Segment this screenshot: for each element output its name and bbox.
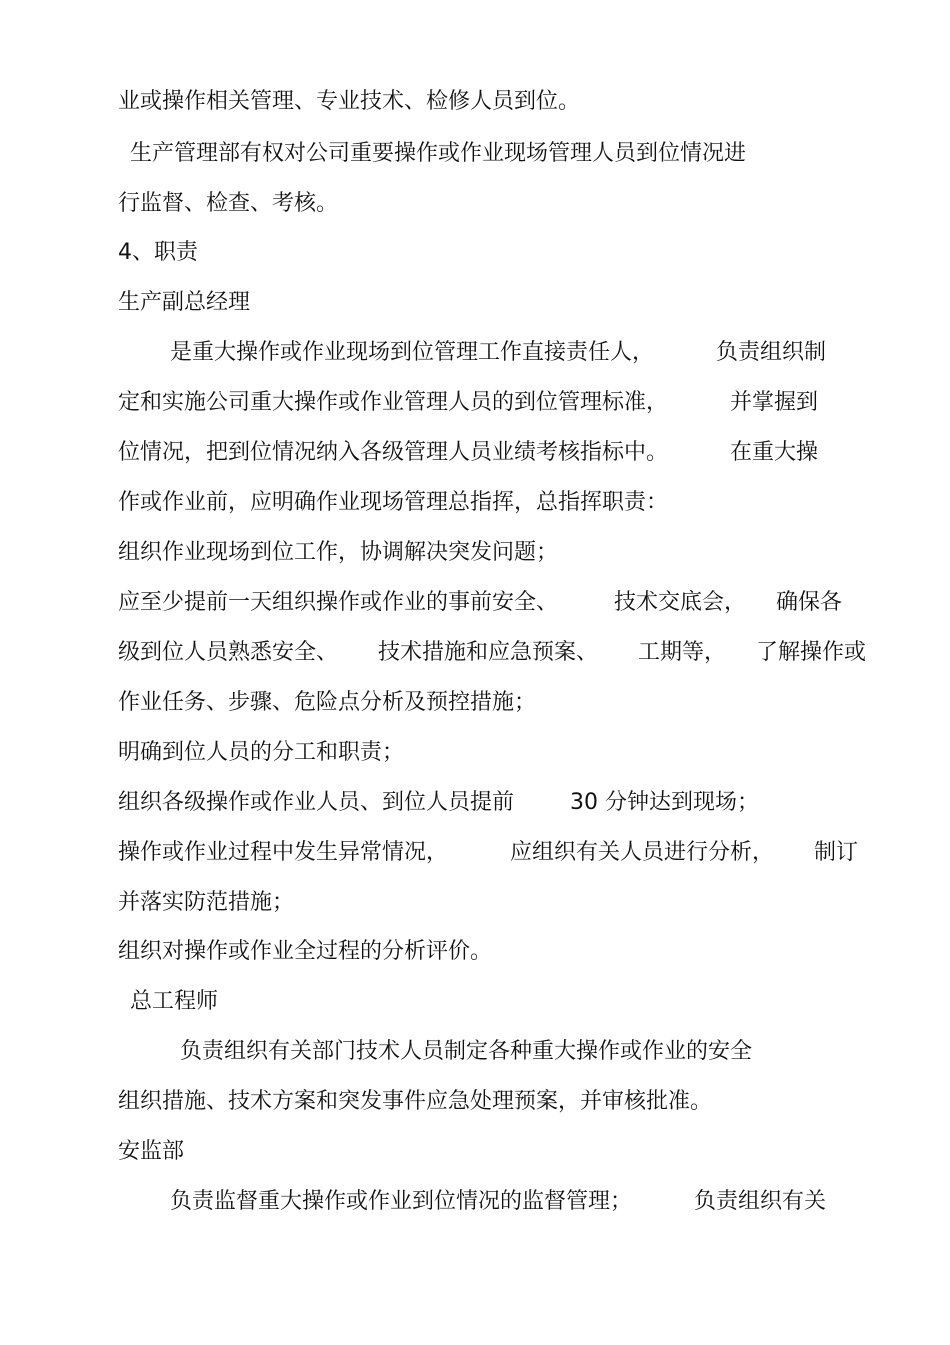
text-line <box>118 87 580 117</box>
text-segment: 定和实施公司重大操作或作业管理人员的到位管理标准， <box>118 390 669 415</box>
text-line <box>118 588 842 618</box>
text-segment: 生产副总经理 <box>118 290 251 315</box>
text-segment: 在重大操 <box>730 440 819 465</box>
text-segment: 应至少提前一天组织操作或作业的事前安全、 <box>118 590 559 615</box>
text-segment: 安监部 <box>118 1139 185 1164</box>
text-segment: 负责组织制 <box>716 340 827 365</box>
text-segment: 制订 <box>814 840 859 865</box>
text-segment: 工期等， <box>638 640 727 665</box>
text-segment: 业或操作相关管理、专业技术、检修人员到位。 <box>118 89 581 114</box>
text-segment: 组织各级操作或作业人员、到位人员提前 <box>118 790 515 815</box>
text-line <box>118 937 492 967</box>
role-heading <box>130 987 218 1017</box>
text-segment: 操作或作业过程中发生异常情况， <box>118 840 449 865</box>
text-segment: 负责组织有关部门技术人员制定各种重大操作或作业的安全 <box>180 1039 753 1064</box>
text-segment: 并掌握到 <box>730 390 819 415</box>
text-segment: 技术交底会， <box>614 590 747 615</box>
text-segment: 负责组织有关 <box>694 1189 827 1214</box>
text-line <box>180 1037 752 1067</box>
text-line <box>118 738 404 768</box>
text-line <box>118 638 866 668</box>
text-segment: 总工程师 <box>130 989 219 1014</box>
text-segment: 明确到位人员的分工和职责； <box>118 740 405 765</box>
text-segment: 作或作业前，应明确作业现场管理总指挥，总指挥职责： <box>118 490 669 515</box>
text-segment: 组织作业现场到位工作，协调解决突发问题； <box>118 540 559 565</box>
text-line <box>118 688 536 718</box>
text-segment: 30 分钟达到现场； <box>570 790 760 815</box>
text-segment: 位情况，把到位情况纳入各级管理人员业绩考核指标中。 <box>118 440 669 465</box>
text-segment: 作业任务、步骤、危险点分析及预控措施； <box>118 690 537 715</box>
text-segment: 并落实防范措施； <box>118 890 295 915</box>
text-line <box>170 338 826 368</box>
text-segment: 级到位人员熟悉安全、 <box>118 640 339 665</box>
text-segment: 确保各 <box>776 590 843 615</box>
text-segment: 行监督、检查、考核。 <box>118 191 339 216</box>
text-segment: 组织对操作或作业全过程的分析评价。 <box>118 939 493 964</box>
text-segment: 技术措施和应急预案、 <box>378 640 599 665</box>
text-line <box>118 838 858 868</box>
text-segment: 负责监督重大操作或作业到位情况的监督管理； <box>170 1189 633 1214</box>
text-line <box>118 488 668 518</box>
text-line <box>118 888 294 918</box>
text-segment: 生产管理部有权对公司重要操作或作业现场管理人员到位情况进 <box>130 141 747 166</box>
text-line <box>118 538 558 568</box>
text-line <box>130 139 746 169</box>
section-heading <box>118 238 198 268</box>
role-heading <box>118 288 250 318</box>
text-line <box>170 1187 826 1217</box>
role-heading <box>118 1137 184 1167</box>
text-line <box>118 388 818 418</box>
text-line <box>118 788 759 818</box>
text-segment: 了解操作或 <box>756 640 867 665</box>
text-line <box>118 438 818 468</box>
text-segment: 组织措施、技术方案和突发事件应急处理预案，并审核批准。 <box>118 1089 713 1114</box>
text-line <box>118 189 338 219</box>
text-segment: 4、职责 <box>118 240 198 265</box>
text-segment: 应组织有关人员进行分析， <box>510 840 775 865</box>
text-segment: 是重大操作或作业现场到位管理工作直接责任人， <box>170 340 655 365</box>
text-line <box>118 1087 712 1117</box>
